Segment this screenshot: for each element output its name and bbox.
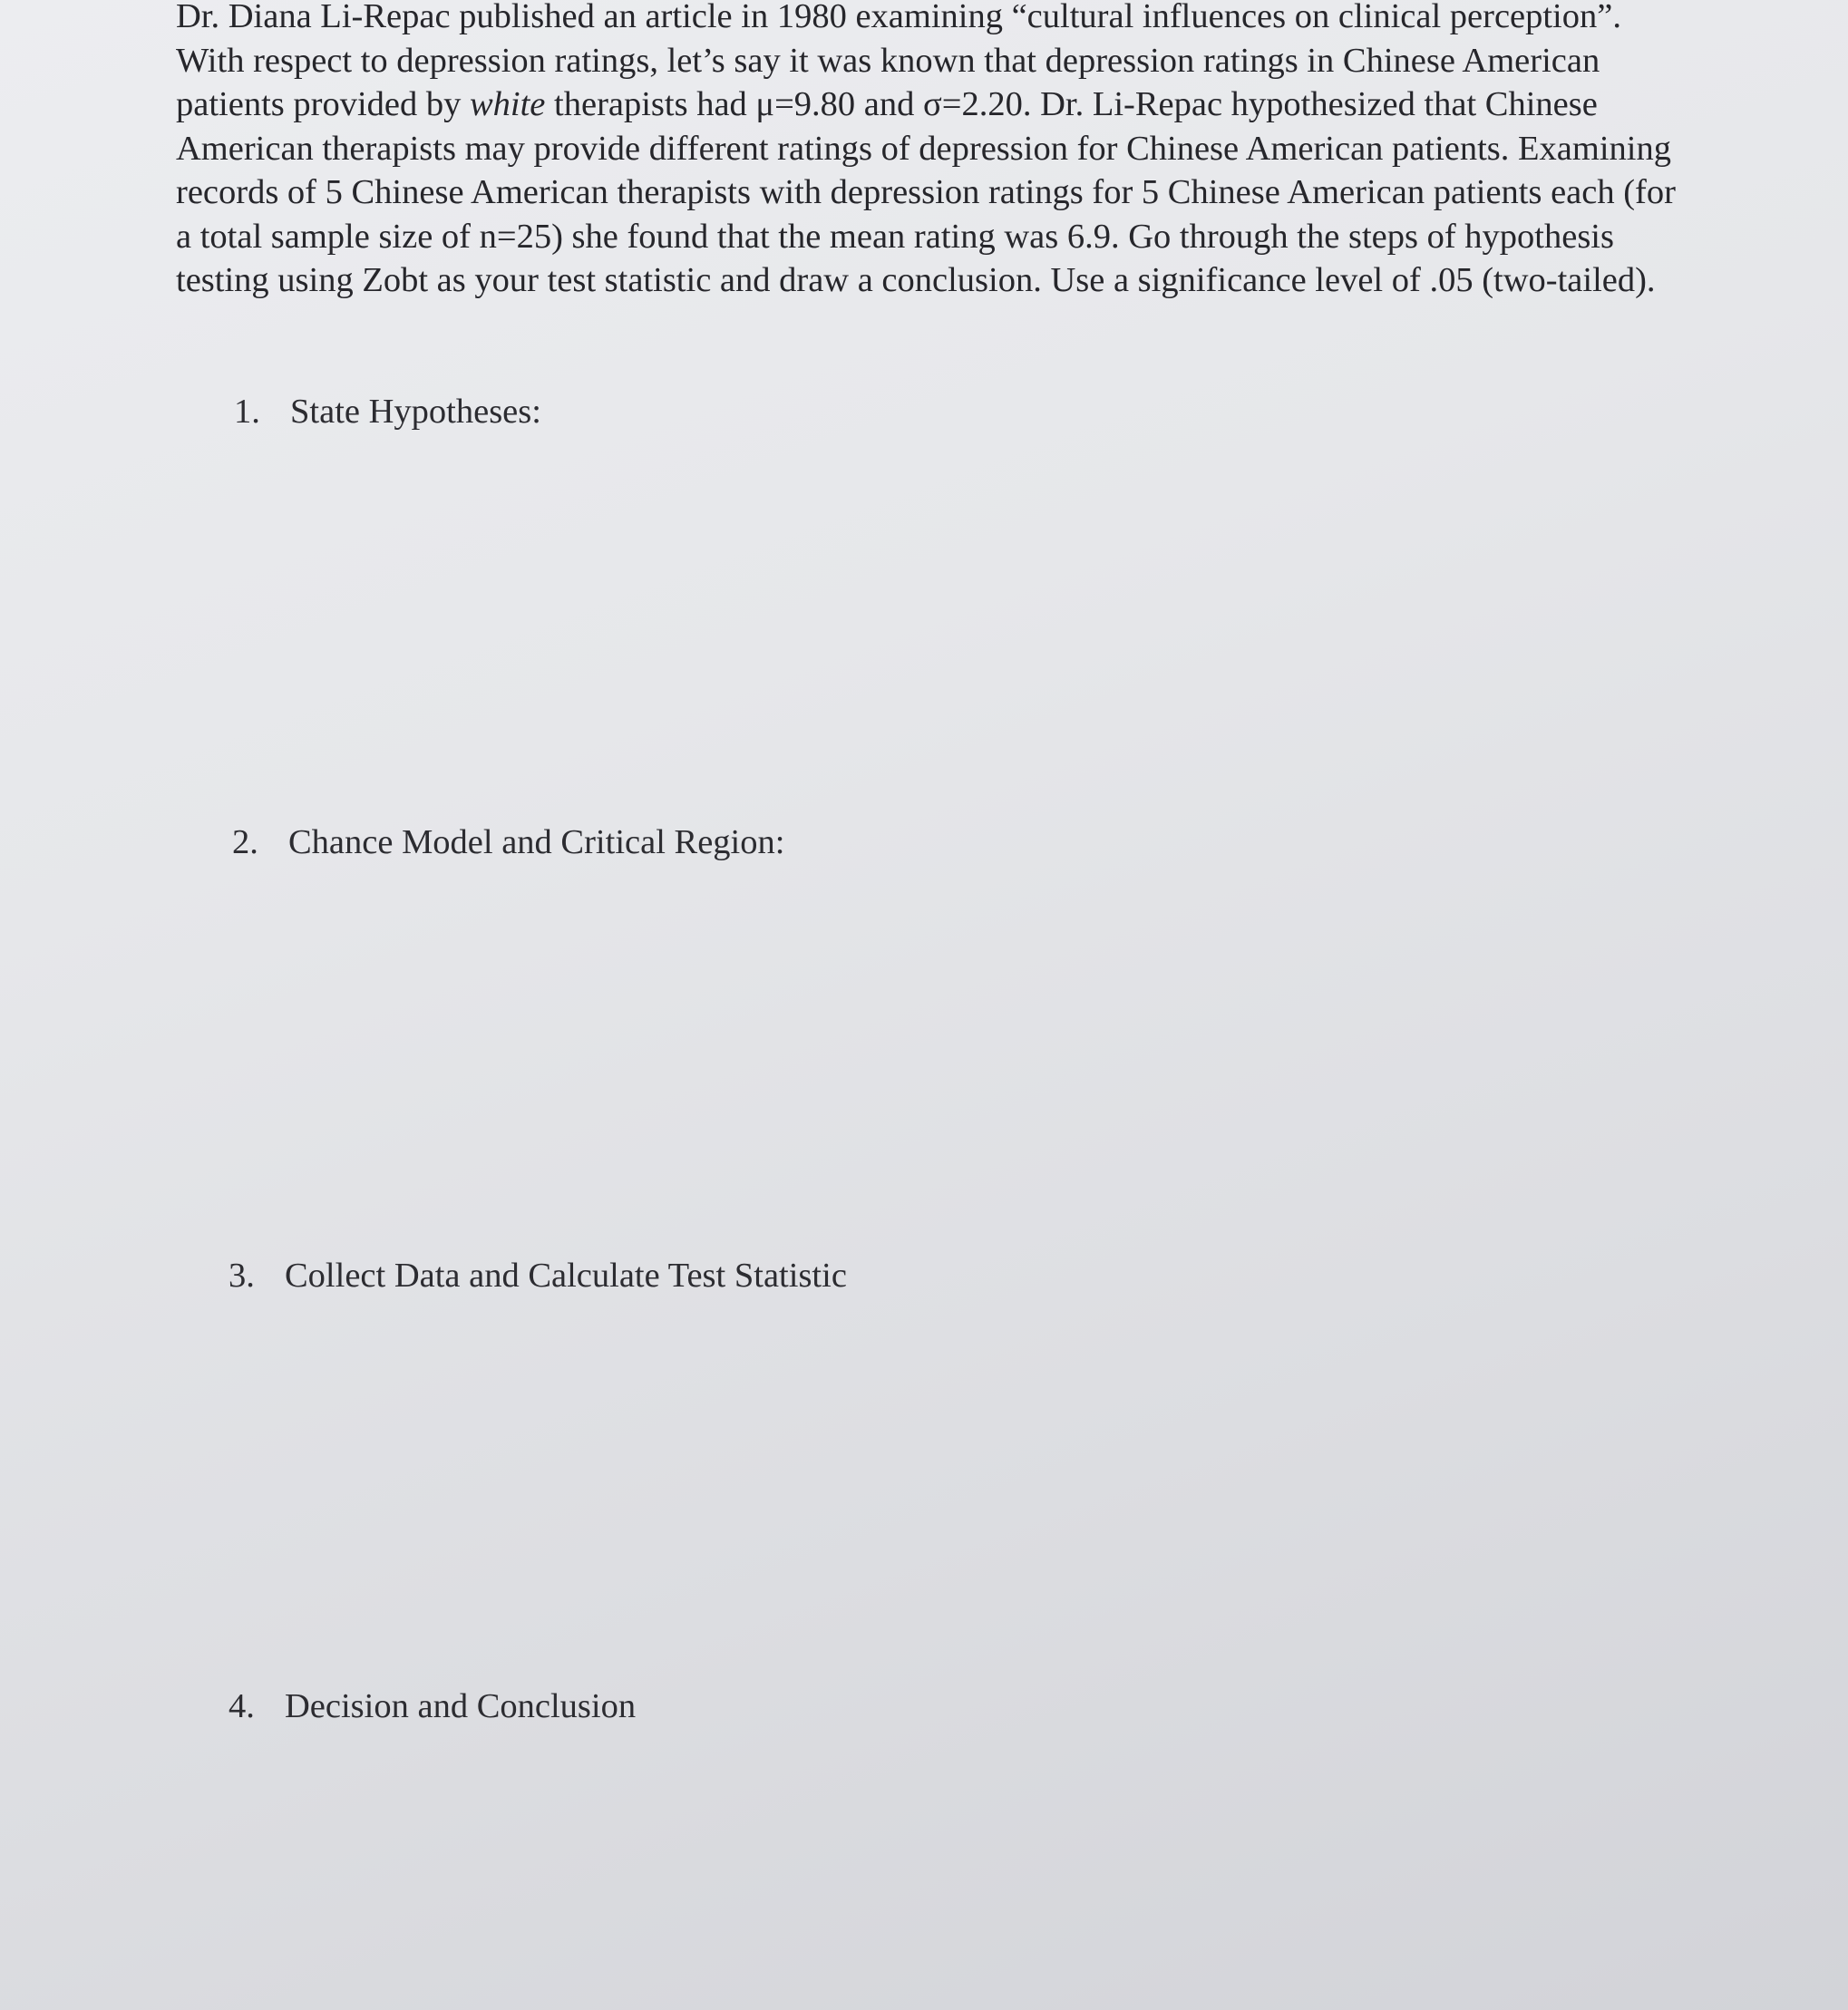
step-test-statistic	[229, 1254, 847, 1297]
step-number: 1.	[234, 393, 260, 431]
problem-text-part2: therapists had μ=9.80 and σ=2.20. Dr. Li-Repac hypothesized that Chinese American therapists may provide different ratings of depression for Chinese American patients. Examining records of 5 Chinese American therapists with depression ratings for 5 Chinese American patients each (for a total sample size of n=25) she found that the mean rating was 6.9. Go through the steps of hypothesis testing using Zobt as your test statistic and draw a conclusion. Use a significance level of .05 (two-tailed).	[176, 85, 1676, 299]
step-label: State Hypotheses:	[290, 393, 541, 431]
step-label: Decision and Conclusion	[285, 1687, 637, 1725]
problem-text-emphasis: white	[469, 85, 546, 123]
problem-statement	[176, 0, 1690, 303]
step-label: Chance Model and Critical Region:	[288, 823, 785, 861]
step-decision	[229, 1685, 636, 1728]
step-number: 4.	[229, 1687, 255, 1725]
step-number: 2.	[232, 823, 258, 861]
step-label: Collect Data and Calculate Test Statistic	[285, 1257, 847, 1295]
problem-text-part1: Dr. Diana Li-Repac published an article in 1980 examining “cultural influences on clinical perception”. With respect to depression ratings, let’s say it was known that depression ratings in Chinese American patients provided by	[176, 0, 1621, 123]
step-chance-model	[232, 821, 784, 864]
step-state-hypotheses	[234, 390, 541, 433]
step-number: 3.	[229, 1257, 255, 1295]
